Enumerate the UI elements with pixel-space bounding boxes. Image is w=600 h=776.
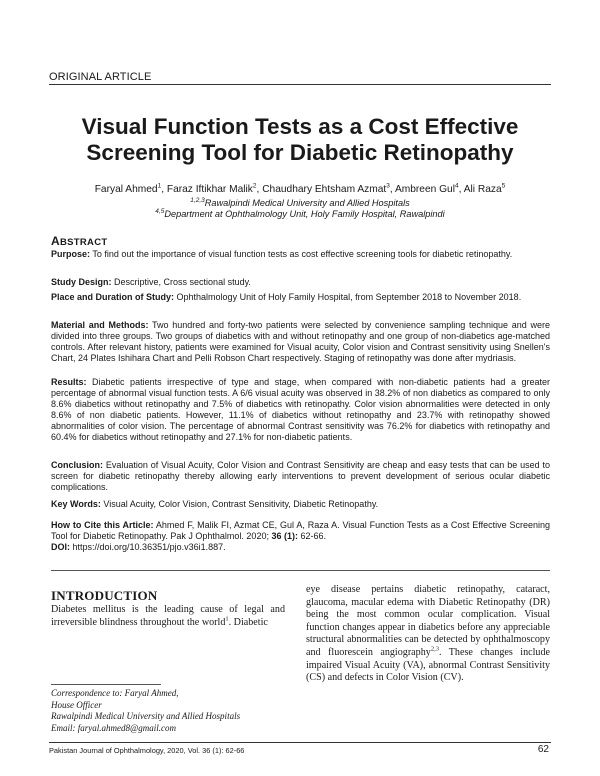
author-name: Ali Raza [463, 184, 502, 195]
abstract-heading-initial: A [51, 234, 60, 248]
author-name: Faraz Iftikhar Malik [166, 184, 253, 195]
purpose-label: Purpose: [51, 249, 91, 259]
intro-left-text: Diabetes mellitus is the leading cause of legal and irreversible blindness throughout the world [51, 604, 285, 628]
citation-label: How to Cite this Article: [51, 520, 154, 530]
affiliation-text: Rawalpindi Medical University and Allied Hospitals [204, 198, 410, 208]
footer-journal: Pakistan Journal of Ophthalmology, 2020, Vol. 36 (1): 62-66 [49, 746, 245, 755]
citation-volume: 36 (1): [271, 531, 298, 541]
author-name: Ambreen Gul [394, 184, 455, 195]
affiliation-text: Department at Ophthalmology Unit, Holy Family Hospital, Rawalpindi [164, 209, 445, 219]
section-label: ORIGINAL ARTICLE [49, 71, 152, 83]
conclusion-text: Evaluation of Visual Acuity, Color Vision and Contrast Sensitivity are cheap and easy tests that can be used to screen for diabetic retinopathy thereby allowing early interventions to prevent development of serious ocular diabetic complications. [51, 460, 550, 492]
correspondence-role: House Officer [51, 699, 102, 710]
affiliation-1 [40, 198, 560, 208]
author-sup: 5 [501, 182, 506, 190]
citation-text: Ahmed F, Malik FI, Azmat CE, Gul A, Raza A. Visual Function Tests as a Cost Effective Screening Tool for Diabetic Retinopathy. Pak J Ophthalmol. 2020; [51, 520, 550, 541]
correspondence-email[interactable]: Email: faryal.ahmed8@gmail.com [51, 722, 177, 733]
correspondence-name: Correspondence to: Faryal Ahmed, [51, 688, 179, 698]
page-number: 62 [537, 744, 549, 755]
study-design-text: Descriptive, Cross sectional study. [114, 277, 251, 287]
study-design-label: Study Design: [51, 277, 112, 287]
citation-block [51, 520, 550, 553]
author-sup: 2 [252, 182, 257, 190]
author-name: Faryal Ahmed [94, 184, 158, 195]
introduction-right-column [306, 584, 550, 685]
intro-right-text: eye disease pertains diabetic retinopathy, cataract, glaucoma, macular edema with Diabetic Retinopathy (DR) being the most common ocular complication. Visual function changes appear in diabetics before any appreciable structural abnormalities can be detected by ophthalmoscopy and fluorescein angiography [306, 584, 550, 658]
doi-label: DOI: [51, 542, 70, 552]
affiliation-sup: 4,5 [155, 207, 165, 215]
intro-right-text-end: . These changes include impaired Visual Acuity (VA), abnormal Contrast Sensitivity (CS) and defects in Color Vision (CV). [306, 646, 550, 684]
abstract-purpose [51, 249, 550, 260]
intro-left-text-end: . Diabetic [228, 616, 268, 628]
intro-left-sup: 1 [225, 615, 229, 623]
intro-right-sup: 2,3 [430, 645, 439, 653]
citation-pages: 62-66. [300, 531, 327, 541]
place-label: Place and Duration of Study: [51, 292, 175, 302]
abstract-conclusion [51, 460, 550, 493]
methods-label: Material and Methods: [51, 320, 149, 330]
introduction-left-column [51, 604, 285, 629]
section-divider [51, 570, 550, 571]
doi-link[interactable]: https://doi.org/10.36351/pjo.v36i1.887. [72, 542, 226, 552]
correspondence-block [51, 688, 291, 734]
abstract-place [51, 292, 550, 303]
correspondence-institution: Rawalpindi Medical University and Allied Hospitals [51, 711, 241, 721]
keywords-text: Visual Acuity, Color Vision, Contrast Sensitivity, Diabetic Retinopathy. [103, 499, 379, 509]
affiliation-2 [40, 209, 560, 219]
affiliation-sup: 1,2,3 [190, 196, 205, 204]
abstract-keywords [51, 499, 550, 510]
place-text: Ophthalmology Unit of Holy Family Hospital, from September 2018 to November 2018. [176, 292, 522, 302]
author-list: Faryal Ahmed$^1$, Faraz Iftikhar Malik$^2$, Chaudhary Ehtsham Azmat$^3$, Ambreen Gul$^4$, Ali Raza$^5$ [94, 182, 506, 195]
article-title [40, 114, 560, 166]
abstract-results [51, 377, 550, 443]
conclusion-label: Conclusion: [51, 460, 103, 470]
abstract-study-design [51, 277, 550, 288]
purpose-text: To find out the importance of visual function tests as cost effective screening tools for diabetic retinopathy. [92, 249, 513, 259]
abstract-heading [51, 234, 107, 248]
author-sup: 3 [386, 182, 390, 190]
methods-text: Two hundred and forty-two patients were selected by convenience sampling technique and were divided into three groups. Two groups of diabetics with and without retinopathy and one group of non-diabetics age-matched controls. After relevant history, patients were examined for Visual acuity, Color vision and Contrast sensitivity using Snellen's Chart, 24 Plates Ishihara Chart and Pelli Robson Chart respectively. Staging of retinopathy was done after mydriasis. [51, 320, 551, 363]
abstract-methods [51, 320, 550, 364]
title-line-1: Visual Function Tests as a Cost Effective [81, 114, 519, 139]
title-line-2: Screening Tool for Diabetic Retinopathy [86, 140, 514, 165]
keywords-label: Key Words: [51, 499, 101, 509]
author-sup: 4 [454, 182, 459, 190]
results-label: Results: [51, 377, 87, 387]
abstract-heading-rest: BSTRACT [59, 237, 108, 248]
author-name: Chaudhary Ehtsham Azmat [262, 184, 387, 195]
header-rule [49, 84, 551, 85]
introduction-heading: INTRODUCTION [51, 588, 158, 603]
footer-rule [49, 742, 551, 743]
correspondence-rule [51, 684, 161, 685]
author-sup: 1 [157, 182, 162, 190]
results-text: Diabetic patients irrespective of type and stage, when compared with non-diabetic patients had a greater percentage of abnormal visual function tests. A 6/6 visual acuity was observed in 38.2% of non diabetics as compared to only 8.6% diabetics without retinopathy and 7.5% of diabetics with retinopathy. Color vision abnormalities were detected in only 8.6% of non diabetic patients. However, 11.1% of diabetics without retinopathy and 23.7% with retinopathy showed abnormalities of color vision. The percentage of abnormal Contrast sensitivity was 76.2% for diabetics with retinopathy and 60.4% for diabetics without retinopathy and 27.1% for non-diabetic patients. [51, 377, 550, 442]
